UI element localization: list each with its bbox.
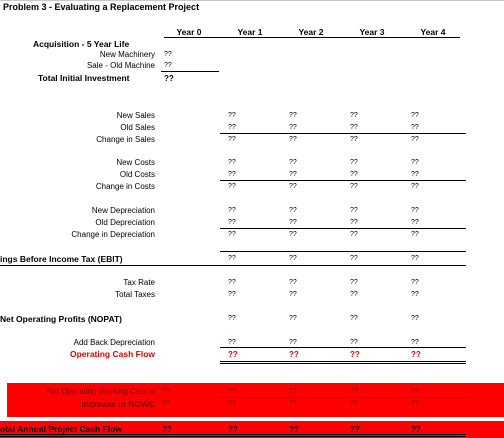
old-costs-y3-cell[interactable]: ??	[350, 171, 358, 178]
nopat-label: Net Operating Profits (NOPAT)	[0, 314, 122, 324]
old-costs-y4-cell[interactable]: ??	[411, 171, 419, 178]
old-sales-y4-cell[interactable]: ??	[411, 124, 419, 131]
change-in-depreciation-y2-cell[interactable]: ??	[289, 231, 297, 238]
new-costs-y1-cell[interactable]: ??	[228, 159, 236, 166]
new-costs-y4-cell[interactable]: ??	[411, 159, 419, 166]
old-depreciation-y4-cell[interactable]: ??	[411, 219, 419, 226]
new-depreciation-label: New Depreciation	[91, 206, 155, 215]
change-in-sales-y1-cell[interactable]: ??	[228, 136, 236, 143]
nowc-y2-cell[interactable]: ??	[289, 388, 297, 395]
new-sales-y1-cell[interactable]: ??	[228, 112, 236, 119]
year-0-header: Year 0	[176, 27, 202, 37]
nowc-y3-cell[interactable]: ??	[350, 388, 358, 395]
ocf-double-underline	[220, 361, 466, 364]
operating-cash-flow-y2-cell[interactable]: ??	[289, 350, 299, 359]
new-sales-y4-cell[interactable]: ??	[411, 112, 419, 119]
tax-rate-y4-cell[interactable]: ??	[411, 279, 419, 286]
increase-in-nowc-y3-cell[interactable]: ??	[350, 400, 358, 407]
year-3-header: Year 3	[359, 27, 385, 37]
tax-rate-y1-cell[interactable]: ??	[228, 279, 236, 286]
operating-cash-flow-label: Operating Cash Flow	[69, 349, 155, 359]
ebit-bottom-line	[0, 265, 466, 266]
tax-rate-label: Tax Rate	[123, 278, 155, 287]
ebit-y1-cell[interactable]: ??	[228, 255, 236, 262]
nopat-y1-cell[interactable]: ??	[228, 315, 236, 322]
operating-cash-flow-y3-cell[interactable]: ??	[350, 350, 360, 359]
new-sales-y3-cell[interactable]: ??	[350, 112, 358, 119]
ocf-subtotal-line	[220, 347, 466, 348]
ebit-y4-cell[interactable]: ??	[411, 255, 419, 262]
old-costs-y1-cell[interactable]: ??	[228, 171, 236, 178]
nowc-label: Net Operating Working Capital	[46, 387, 155, 396]
new-machinery-label: New Machinery	[99, 50, 155, 59]
ebit-label: ings Before Income Tax (EBIT)	[0, 254, 123, 264]
acquisition-heading: Acquisition - 5 Year Life	[33, 39, 130, 49]
sales-subtotal-line	[220, 133, 466, 134]
sale-old-machine-label: Sale - Old Machine	[86, 61, 155, 70]
total-cash-flow-y1-cell[interactable]: ??	[228, 425, 238, 434]
ebit-y2-cell[interactable]: ??	[289, 255, 297, 262]
total-taxes-y2-cell[interactable]: ??	[289, 291, 297, 298]
sheet-top-border	[0, 0, 504, 1]
new-depreciation-y4-cell[interactable]: ??	[411, 207, 419, 214]
total-cash-flow-y4-cell[interactable]: ??	[411, 425, 421, 434]
total-double-underline	[0, 434, 466, 437]
add-back-depreciation-y4-cell[interactable]: ??	[411, 339, 419, 346]
total-cash-flow-y3-cell[interactable]: ??	[350, 425, 360, 434]
total-initial-investment-label: Total Initial Investment	[38, 73, 130, 83]
year-2-header: Year 2	[298, 27, 324, 37]
nopat-y4-cell[interactable]: ??	[411, 315, 419, 322]
total-cash-flow-y0-cell[interactable]: ??	[162, 425, 172, 434]
nopat-y2-cell[interactable]: ??	[289, 315, 297, 322]
new-costs-y2-cell[interactable]: ??	[289, 159, 297, 166]
old-depreciation-y2-cell[interactable]: ??	[289, 219, 297, 226]
nowc-y4-cell[interactable]: ??	[411, 388, 419, 395]
sale-old-machine-y0-cell[interactable]: ??	[164, 62, 172, 69]
header-underline	[164, 37, 460, 38]
total-taxes-y3-cell[interactable]: ??	[350, 291, 358, 298]
old-costs-label: Old Costs	[119, 170, 155, 179]
new-costs-y3-cell[interactable]: ??	[350, 159, 358, 166]
increase-in-nowc-y1-cell[interactable]: ??	[228, 400, 236, 407]
ebit-y3-cell[interactable]: ??	[350, 255, 358, 262]
ebit-top-line	[220, 251, 466, 252]
change-in-sales-y2-cell[interactable]: ??	[289, 136, 297, 143]
total-taxes-y1-cell[interactable]: ??	[228, 291, 236, 298]
depreciation-subtotal-line	[220, 228, 466, 229]
old-sales-y1-cell[interactable]: ??	[228, 124, 236, 131]
add-back-depreciation-y3-cell[interactable]: ??	[350, 339, 358, 346]
new-sales-y2-cell[interactable]: ??	[289, 112, 297, 119]
costs-subtotal-line	[220, 180, 466, 181]
old-sales-y2-cell[interactable]: ??	[289, 124, 297, 131]
change-in-costs-y2-cell[interactable]: ??	[289, 183, 297, 190]
operating-cash-flow-y1-cell[interactable]: ??	[228, 350, 238, 359]
new-depreciation-y1-cell[interactable]: ??	[228, 207, 236, 214]
total-cash-flow-label: otal Annual Project Cash Flow	[0, 424, 123, 434]
old-depreciation-y1-cell[interactable]: ??	[228, 219, 236, 226]
change-in-depreciation-y4-cell[interactable]: ??	[411, 231, 419, 238]
tax-rate-y2-cell[interactable]: ??	[289, 279, 297, 286]
nowc-y1-cell[interactable]: ??	[228, 388, 236, 395]
new-machinery-y0-cell[interactable]: ??	[164, 51, 172, 58]
nowc-subtotal-line	[220, 397, 466, 398]
change-in-costs-y1-cell[interactable]: ??	[228, 183, 236, 190]
old-depreciation-y3-cell[interactable]: ??	[350, 219, 358, 226]
increase-in-nowc-label: Increase in NOWC	[81, 399, 155, 409]
operating-cash-flow-y4-cell[interactable]: ??	[411, 350, 421, 359]
new-costs-label: New Costs	[116, 158, 155, 167]
increase-in-nowc-y2-cell[interactable]: ??	[289, 400, 297, 407]
increase-in-nowc-y4-cell[interactable]: ??	[411, 400, 419, 407]
nowc-y0-cell[interactable]: ??	[162, 388, 170, 395]
change-in-costs-y4-cell[interactable]: ??	[411, 183, 419, 190]
total-initial-investment-y0-cell[interactable]: ??	[164, 74, 174, 83]
old-sales-label: Old Sales	[120, 123, 155, 132]
year-1-header: Year 1	[237, 27, 263, 37]
sheet-title: Problem 3 - Evaluating a Replacement Project	[3, 2, 200, 12]
add-back-depreciation-label: Add Back Depreciation	[73, 338, 155, 347]
initial-investment-line	[161, 71, 219, 72]
tax-rate-y3-cell[interactable]: ??	[350, 279, 358, 286]
change-in-sales-label: Change in Sales	[96, 135, 155, 144]
new-sales-label: New Sales	[116, 111, 155, 120]
change-in-costs-y3-cell[interactable]: ??	[350, 183, 358, 190]
change-in-depreciation-label: Change in Depreciation	[71, 230, 155, 239]
total-taxes-label: Total Taxes	[115, 290, 155, 299]
change-in-depreciation-y1-cell[interactable]: ??	[228, 231, 236, 238]
total-cash-flow-y2-cell[interactable]: ??	[289, 425, 299, 434]
old-costs-y2-cell[interactable]: ??	[289, 171, 297, 178]
increase-in-nowc-y0-cell[interactable]: ??	[162, 400, 170, 407]
new-depreciation-y2-cell[interactable]: ??	[289, 207, 297, 214]
old-sales-y3-cell[interactable]: ??	[350, 124, 358, 131]
change-in-sales-y3-cell[interactable]: ??	[350, 136, 358, 143]
add-back-depreciation-y2-cell[interactable]: ??	[289, 339, 297, 346]
total-taxes-y4-cell[interactable]: ??	[411, 291, 419, 298]
nopat-y3-cell[interactable]: ??	[350, 315, 358, 322]
change-in-depreciation-y3-cell[interactable]: ??	[350, 231, 358, 238]
new-depreciation-y3-cell[interactable]: ??	[350, 207, 358, 214]
add-back-depreciation-y1-cell[interactable]: ??	[228, 339, 236, 346]
change-in-sales-y4-cell[interactable]: ??	[411, 136, 419, 143]
change-in-costs-label: Change in Costs	[95, 182, 155, 191]
old-depreciation-label: Old Depreciation	[95, 218, 155, 227]
year-4-header: Year 4	[420, 27, 446, 37]
